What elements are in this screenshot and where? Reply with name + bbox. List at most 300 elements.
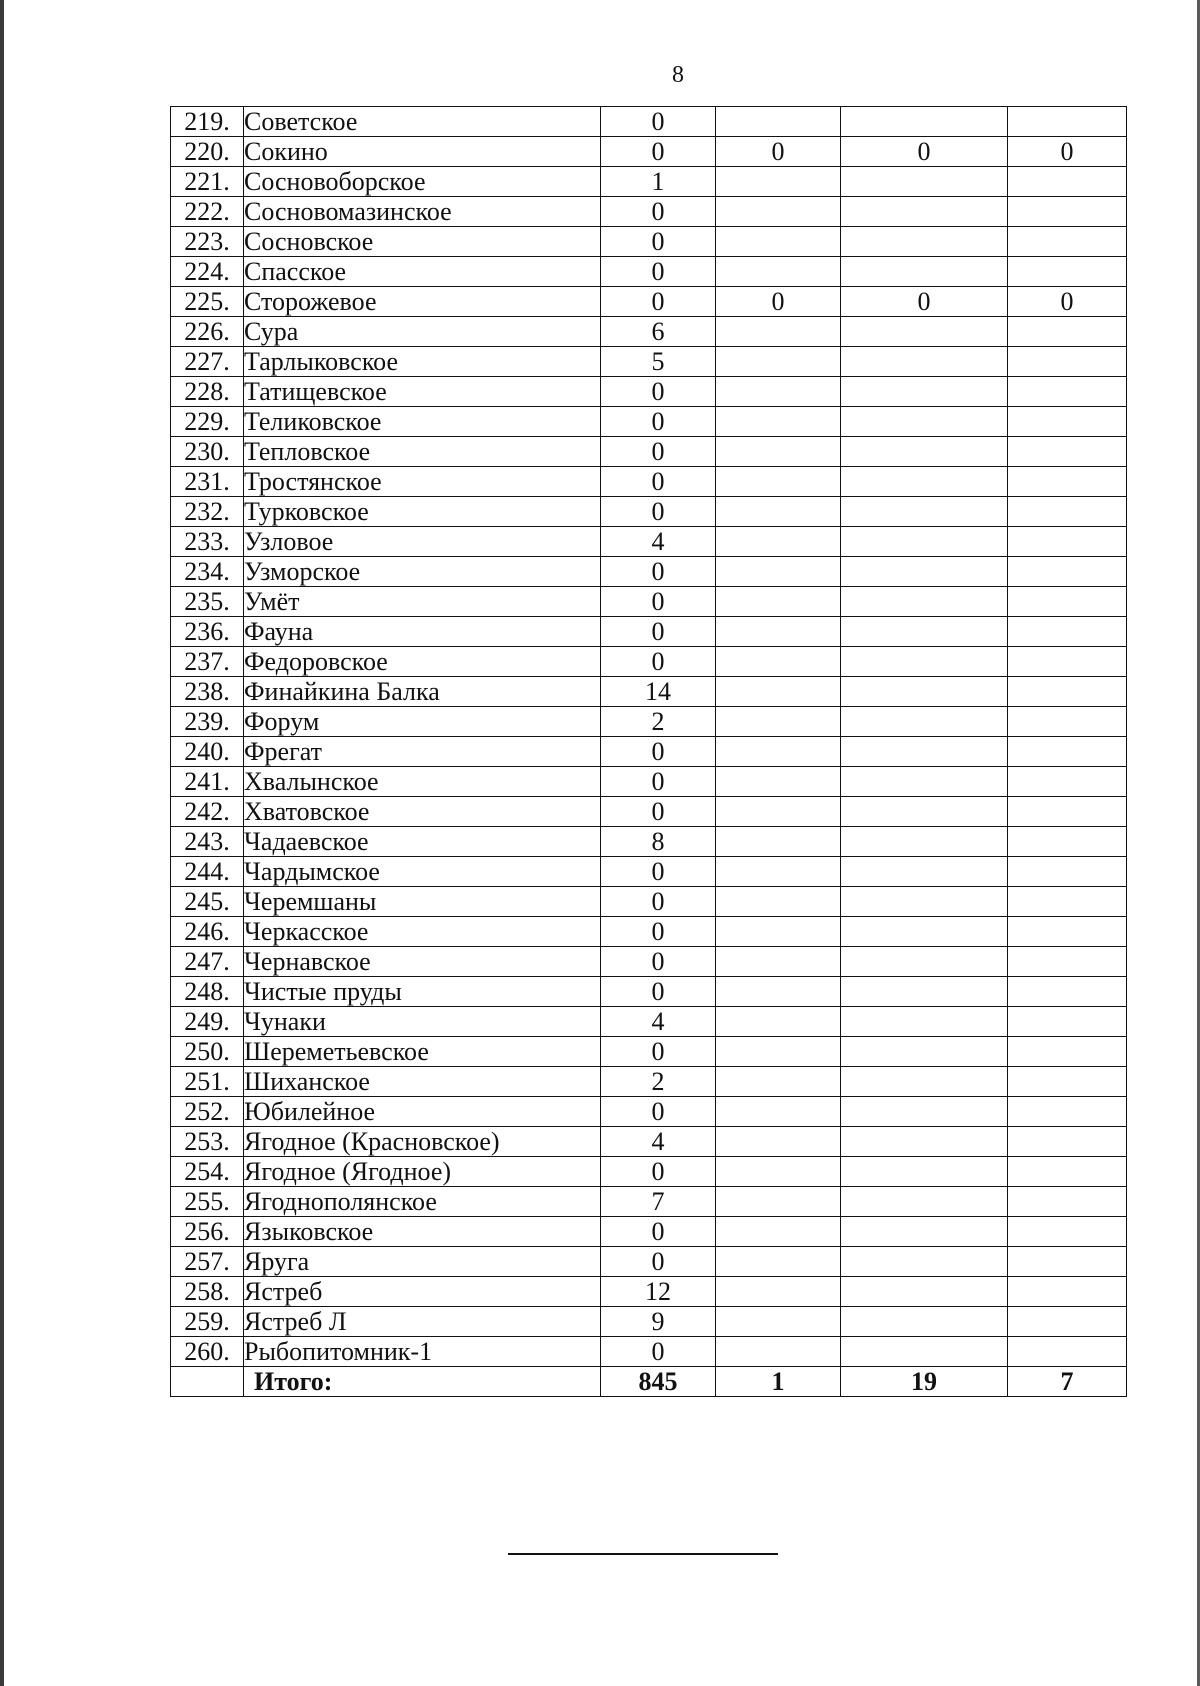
table-row	[171, 347, 1127, 377]
row-value-4	[1008, 1277, 1127, 1307]
row-number: 254.	[171, 1157, 244, 1187]
row-value-2	[716, 1217, 841, 1247]
row-value-3	[841, 1097, 1008, 1127]
row-number: 259.	[171, 1307, 244, 1337]
row-value-2	[716, 857, 841, 887]
table-row	[171, 257, 1127, 287]
row-number: 257.	[171, 1247, 244, 1277]
row-value-1: 0	[601, 1337, 716, 1367]
table-row	[171, 827, 1127, 857]
row-value-4	[1008, 1097, 1127, 1127]
row-value-2	[716, 1337, 841, 1367]
table-row	[171, 797, 1127, 827]
row-number: 250.	[171, 1037, 244, 1067]
row-value-4	[1008, 827, 1127, 857]
row-name: Рыбопитомник-1	[244, 1337, 601, 1367]
row-value-1: 0	[601, 587, 716, 617]
row-number: 225.	[171, 287, 244, 317]
row-value-3	[841, 827, 1008, 857]
row-name: Ягодное (Ягодное)	[244, 1157, 601, 1187]
row-value-4	[1008, 1007, 1127, 1037]
row-value-2	[716, 587, 841, 617]
row-number: 256.	[171, 1217, 244, 1247]
row-value-4	[1008, 977, 1127, 1007]
table-row	[171, 527, 1127, 557]
row-value-1: 0	[601, 197, 716, 227]
row-value-4	[1008, 167, 1127, 197]
row-value-3	[841, 197, 1008, 227]
row-number: 232.	[171, 497, 244, 527]
row-value-3	[841, 437, 1008, 467]
row-value-4	[1008, 1157, 1127, 1187]
row-number: 246.	[171, 917, 244, 947]
row-name: Форум	[244, 707, 601, 737]
row-value-1: 0	[601, 377, 716, 407]
row-value-2	[716, 917, 841, 947]
row-value-3	[841, 1007, 1008, 1037]
row-value-4	[1008, 317, 1127, 347]
table-row	[171, 647, 1127, 677]
row-value-1: 0	[601, 857, 716, 887]
row-value-2	[716, 317, 841, 347]
row-name: Умёт	[244, 587, 601, 617]
table-row	[171, 737, 1127, 767]
table-row	[171, 317, 1127, 347]
row-name: Языковское	[244, 1217, 601, 1247]
row-value-3	[841, 107, 1008, 137]
row-name: Чунаки	[244, 1007, 601, 1037]
row-name: Тепловское	[244, 437, 601, 467]
row-value-1: 14	[601, 677, 716, 707]
row-value-2	[716, 437, 841, 467]
row-number: 224.	[171, 257, 244, 287]
row-number: 240.	[171, 737, 244, 767]
row-name: Чадаевское	[244, 827, 601, 857]
row-name: Сторожевое	[244, 287, 601, 317]
row-value-2	[716, 1247, 841, 1277]
row-value-2	[716, 1067, 841, 1097]
row-name: Чистые пруды	[244, 977, 601, 1007]
row-value-1: 0	[601, 467, 716, 497]
row-name: Черкасское	[244, 917, 601, 947]
row-value-4	[1008, 677, 1127, 707]
row-value-2	[716, 197, 841, 227]
row-value-2	[716, 887, 841, 917]
table-row	[171, 137, 1127, 167]
table-row	[171, 677, 1127, 707]
row-value-2	[716, 1037, 841, 1067]
row-value-2	[716, 1307, 841, 1337]
row-name: Фрегат	[244, 737, 601, 767]
table-row	[171, 407, 1127, 437]
row-value-3	[841, 407, 1008, 437]
table-row	[171, 1307, 1127, 1337]
table-row	[171, 977, 1127, 1007]
row-value-1: 1	[601, 167, 716, 197]
row-value-3	[841, 167, 1008, 197]
row-name: Ягоднополянское	[244, 1187, 601, 1217]
row-name: Хватовское	[244, 797, 601, 827]
row-value-3	[841, 617, 1008, 647]
row-value-4	[1008, 887, 1127, 917]
row-value-4	[1008, 1037, 1127, 1067]
table-row	[171, 1337, 1127, 1367]
row-value-3	[841, 947, 1008, 977]
row-name: Узморское	[244, 557, 601, 587]
table-row	[171, 1277, 1127, 1307]
row-value-4	[1008, 107, 1127, 137]
row-number: 221.	[171, 167, 244, 197]
table-row	[171, 587, 1127, 617]
row-number: 219.	[171, 107, 244, 137]
row-value-3	[841, 257, 1008, 287]
row-value-2	[716, 407, 841, 437]
row-value-1: 0	[601, 137, 716, 167]
row-value-3	[841, 857, 1008, 887]
row-value-2	[716, 617, 841, 647]
row-value-3	[841, 497, 1008, 527]
row-value-1: 12	[601, 1277, 716, 1307]
row-value-1: 4	[601, 1127, 716, 1157]
row-number: 253.	[171, 1127, 244, 1157]
row-value-1: 0	[601, 1157, 716, 1187]
row-value-2	[716, 167, 841, 197]
row-number: 238.	[171, 677, 244, 707]
row-value-4	[1008, 1247, 1127, 1277]
row-value-4	[1008, 857, 1127, 887]
row-number: 260.	[171, 1337, 244, 1367]
row-value-4	[1008, 947, 1127, 977]
row-value-2	[716, 527, 841, 557]
row-name: Сосновоборское	[244, 167, 601, 197]
table-row	[171, 1067, 1127, 1097]
row-value-4	[1008, 587, 1127, 617]
table-row	[171, 707, 1127, 737]
row-value-3	[841, 887, 1008, 917]
row-name: Тростянское	[244, 467, 601, 497]
row-value-2	[716, 947, 841, 977]
row-name: Сокино	[244, 137, 601, 167]
row-value-2	[716, 377, 841, 407]
row-name: Фауна	[244, 617, 601, 647]
row-number: 237.	[171, 647, 244, 677]
table-row	[171, 1127, 1127, 1157]
row-value-2	[716, 707, 841, 737]
row-value-2	[716, 257, 841, 287]
row-value-2	[716, 737, 841, 767]
row-value-4	[1008, 437, 1127, 467]
row-value-2	[716, 107, 841, 137]
row-value-4	[1008, 407, 1127, 437]
table-row	[171, 287, 1127, 317]
row-value-3	[841, 1127, 1008, 1157]
row-name: Черемшаны	[244, 887, 601, 917]
row-value-2	[716, 227, 841, 257]
row-number: 255.	[171, 1187, 244, 1217]
row-value-3	[841, 1337, 1008, 1367]
row-value-1: 0	[601, 977, 716, 1007]
table-row	[171, 917, 1127, 947]
row-value-4	[1008, 527, 1127, 557]
row-number: 236.	[171, 617, 244, 647]
row-number: 223.	[171, 227, 244, 257]
row-value-4	[1008, 1187, 1127, 1217]
row-value-1: 0	[601, 1037, 716, 1067]
row-number: 239.	[171, 707, 244, 737]
row-number: 234.	[171, 557, 244, 587]
row-value-1: 0	[601, 917, 716, 947]
table-row	[171, 857, 1127, 887]
row-number: 222.	[171, 197, 244, 227]
row-value-3	[841, 1307, 1008, 1337]
table-row	[171, 887, 1127, 917]
row-name: Хвалынское	[244, 767, 601, 797]
row-name: Шиханское	[244, 1067, 601, 1097]
row-value-3	[841, 767, 1008, 797]
row-value-4	[1008, 647, 1127, 677]
row-value-4	[1008, 1127, 1127, 1157]
row-value-2	[716, 1157, 841, 1187]
row-number: 220.	[171, 137, 244, 167]
row-value-1: 6	[601, 317, 716, 347]
row-number: 241.	[171, 767, 244, 797]
row-value-3	[841, 1187, 1008, 1217]
row-value-2	[716, 647, 841, 677]
row-number: 228.	[171, 377, 244, 407]
row-value-3	[841, 1067, 1008, 1097]
row-value-3	[841, 587, 1008, 617]
row-value-3	[841, 347, 1008, 377]
row-number: 248.	[171, 977, 244, 1007]
row-number: 235.	[171, 587, 244, 617]
total-value-1: 845	[601, 1367, 716, 1397]
total-value-2: 1	[716, 1367, 841, 1397]
table-row	[171, 767, 1127, 797]
row-value-1: 2	[601, 1067, 716, 1097]
row-value-3	[841, 917, 1008, 947]
row-value-1: 4	[601, 527, 716, 557]
row-number: 252.	[171, 1097, 244, 1127]
row-value-1: 0	[601, 497, 716, 527]
table-row	[171, 227, 1127, 257]
row-value-4	[1008, 1307, 1127, 1337]
row-value-4	[1008, 227, 1127, 257]
row-value-4	[1008, 467, 1127, 497]
table-row	[171, 1247, 1127, 1277]
table-row	[171, 377, 1127, 407]
row-value-2	[716, 827, 841, 857]
page-number: 8	[672, 62, 684, 88]
footer-rule	[508, 1553, 778, 1555]
row-value-3	[841, 1247, 1008, 1277]
row-number: 249.	[171, 1007, 244, 1037]
table-row	[171, 467, 1127, 497]
row-value-4	[1008, 737, 1127, 767]
total-row	[171, 1367, 1127, 1397]
row-name: Спасское	[244, 257, 601, 287]
row-value-3	[841, 1217, 1008, 1247]
row-value-2	[716, 1097, 841, 1127]
row-name: Ягодное (Красновское)	[244, 1127, 601, 1157]
row-value-4	[1008, 377, 1127, 407]
row-name: Ястреб Л	[244, 1307, 601, 1337]
row-value-4	[1008, 797, 1127, 827]
row-name: Чернавское	[244, 947, 601, 977]
row-value-2	[716, 767, 841, 797]
row-value-3	[841, 557, 1008, 587]
row-value-3	[841, 737, 1008, 767]
row-number: 251.	[171, 1067, 244, 1097]
row-name: Советское	[244, 107, 601, 137]
row-value-1: 0	[601, 617, 716, 647]
row-value-1: 0	[601, 407, 716, 437]
row-value-3	[841, 227, 1008, 257]
row-number: 243.	[171, 827, 244, 857]
row-value-3	[841, 647, 1008, 677]
row-name: Сосновское	[244, 227, 601, 257]
row-value-4	[1008, 707, 1127, 737]
row-value-1: 0	[601, 647, 716, 677]
data-table	[170, 106, 1127, 1397]
row-value-1: 2	[601, 707, 716, 737]
row-value-4: 0	[1008, 287, 1127, 317]
row-value-2	[716, 347, 841, 377]
total-value-4: 7	[1008, 1367, 1127, 1397]
table-row	[171, 197, 1127, 227]
row-name: Федоровское	[244, 647, 601, 677]
row-name: Турковское	[244, 497, 601, 527]
row-value-3	[841, 797, 1008, 827]
row-value-1: 0	[601, 1097, 716, 1127]
row-value-3	[841, 467, 1008, 497]
row-value-2	[716, 1277, 841, 1307]
row-value-4	[1008, 617, 1127, 647]
row-value-3	[841, 527, 1008, 557]
row-value-3: 0	[841, 287, 1008, 317]
row-name: Чардымское	[244, 857, 601, 887]
row-value-2	[716, 497, 841, 527]
table-row	[171, 1217, 1127, 1247]
row-number: 231.	[171, 467, 244, 497]
row-value-2: 0	[716, 137, 841, 167]
row-value-1: 4	[601, 1007, 716, 1037]
row-value-1: 0	[601, 1217, 716, 1247]
row-number: 244.	[171, 857, 244, 887]
row-value-3	[841, 377, 1008, 407]
row-value-2	[716, 797, 841, 827]
row-value-1: 0	[601, 887, 716, 917]
row-number: 233.	[171, 527, 244, 557]
row-number: 227.	[171, 347, 244, 377]
row-value-4: 0	[1008, 137, 1127, 167]
row-value-4	[1008, 1067, 1127, 1097]
row-number: 230.	[171, 437, 244, 467]
row-name: Татищевское	[244, 377, 601, 407]
row-value-4	[1008, 557, 1127, 587]
row-name: Юбилейное	[244, 1097, 601, 1127]
row-value-1: 0	[601, 287, 716, 317]
table-row	[171, 1157, 1127, 1187]
row-value-3	[841, 1157, 1008, 1187]
row-value-2	[716, 557, 841, 587]
row-value-1: 0	[601, 947, 716, 977]
row-value-1: 0	[601, 1247, 716, 1277]
row-value-1: 7	[601, 1187, 716, 1217]
row-value-4	[1008, 1217, 1127, 1247]
row-name: Финайкина Балка	[244, 677, 601, 707]
row-value-4	[1008, 917, 1127, 947]
row-value-3	[841, 317, 1008, 347]
row-value-1: 0	[601, 767, 716, 797]
table-row	[171, 1187, 1127, 1217]
row-value-1: 9	[601, 1307, 716, 1337]
row-value-2	[716, 1007, 841, 1037]
row-value-1: 8	[601, 827, 716, 857]
row-value-2	[716, 1127, 841, 1157]
row-name: Ястреб	[244, 1277, 601, 1307]
row-number: 245.	[171, 887, 244, 917]
row-value-1: 0	[601, 257, 716, 287]
table-row	[171, 947, 1127, 977]
table-row	[171, 497, 1127, 527]
row-value-3	[841, 1277, 1008, 1307]
row-value-3	[841, 977, 1008, 1007]
row-value-3	[841, 707, 1008, 737]
row-value-3: 0	[841, 137, 1008, 167]
table-row	[171, 557, 1127, 587]
row-value-1: 0	[601, 227, 716, 257]
table-row	[171, 617, 1127, 647]
table-row	[171, 437, 1127, 467]
row-name: Теликовское	[244, 407, 601, 437]
table-body	[171, 107, 1127, 1367]
row-value-2	[716, 1187, 841, 1217]
row-name: Сосновомазинское	[244, 197, 601, 227]
row-number: 242.	[171, 797, 244, 827]
row-number: 229.	[171, 407, 244, 437]
table-row	[171, 1037, 1127, 1067]
row-value-2	[716, 977, 841, 1007]
table-row	[171, 1097, 1127, 1127]
row-name: Шереметьевское	[244, 1037, 601, 1067]
row-name: Сура	[244, 317, 601, 347]
row-value-4	[1008, 347, 1127, 377]
row-value-2	[716, 467, 841, 497]
scan-edge-left	[0, 0, 4, 1686]
table-row	[171, 1007, 1127, 1037]
row-value-1: 0	[601, 557, 716, 587]
row-value-4	[1008, 767, 1127, 797]
row-value-2: 0	[716, 287, 841, 317]
row-value-4	[1008, 1337, 1127, 1367]
table-row	[171, 167, 1127, 197]
row-number: 258.	[171, 1277, 244, 1307]
row-value-1: 5	[601, 347, 716, 377]
row-value-4	[1008, 497, 1127, 527]
row-name: Яруга	[244, 1247, 601, 1277]
row-number: 247.	[171, 947, 244, 977]
row-value-4	[1008, 197, 1127, 227]
total-value-3: 19	[841, 1367, 1008, 1397]
total-number-cell	[171, 1367, 244, 1397]
row-value-2	[716, 677, 841, 707]
total-label: Итого:	[244, 1367, 601, 1397]
row-value-3	[841, 677, 1008, 707]
table-row	[171, 107, 1127, 137]
row-value-1: 0	[601, 797, 716, 827]
row-name: Узловое	[244, 527, 601, 557]
row-value-1: 0	[601, 437, 716, 467]
